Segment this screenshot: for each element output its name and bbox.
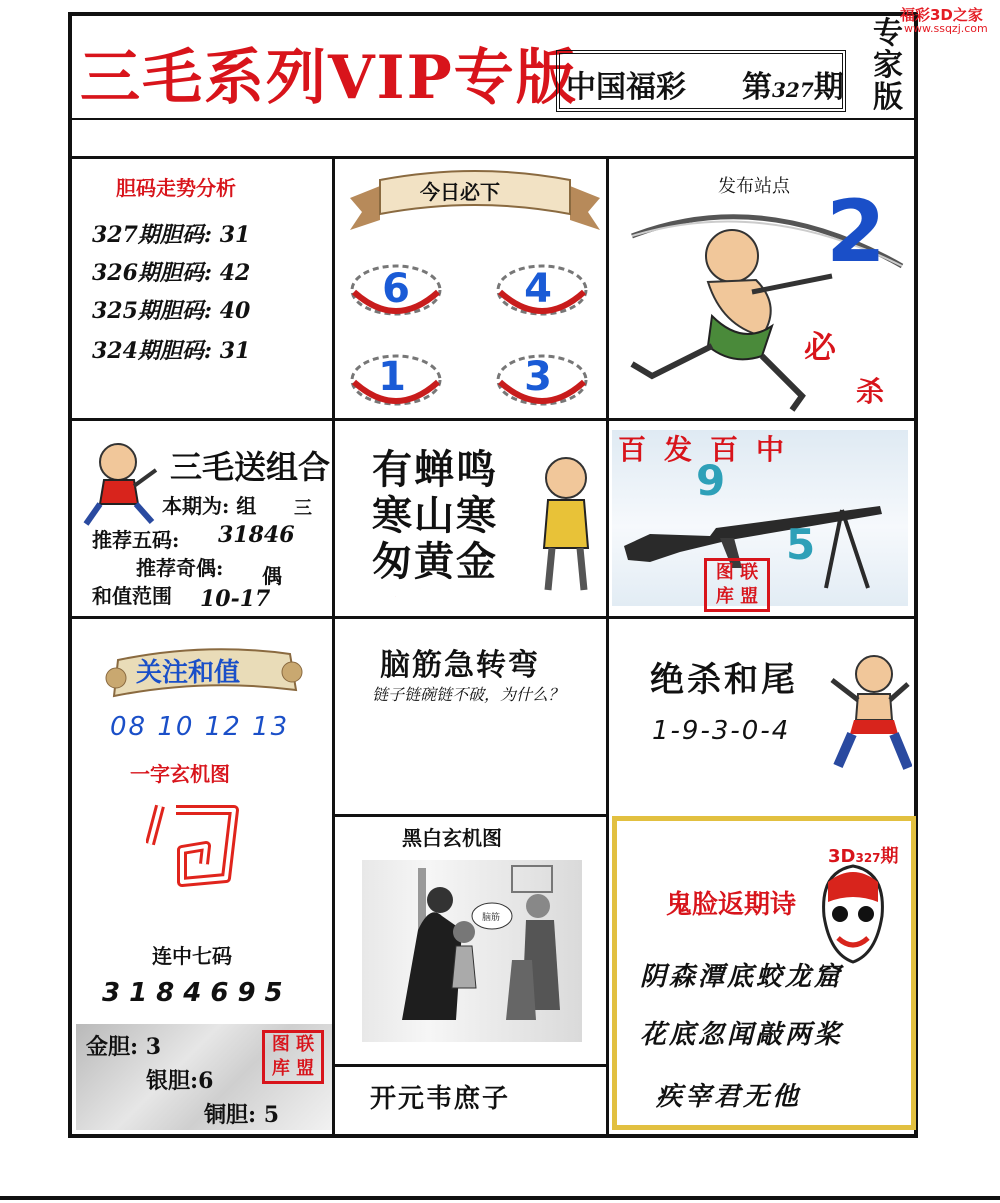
bw-title: 黑白玄机图 xyxy=(402,826,502,850)
combo-five-label: 推荐五码: xyxy=(92,528,180,552)
ghost-title: 鬼脸返期诗 xyxy=(666,890,797,920)
poem-line: 有蝉鸣 xyxy=(372,446,498,493)
sanmao-running-illustration xyxy=(78,440,162,530)
ghost-poem-line: 阴森潭底蛟龙窟 xyxy=(640,962,844,992)
seal-stamp: 图 联 库 盟 xyxy=(704,558,770,612)
edition-label: 专 家 版 xyxy=(873,16,903,115)
focus-title: 关注和值 xyxy=(136,658,241,688)
teaser-title: 脑筋急转弯 xyxy=(380,648,540,683)
trend-row: 324期胆码: 31 xyxy=(92,338,251,364)
site-name: 福彩3D之家 xyxy=(900,6,983,24)
seal-stamp: 图 联 库 盟 xyxy=(262,1030,324,1084)
today-number: 3 xyxy=(524,354,552,400)
row2-top-line xyxy=(70,418,918,421)
xuanji-title: 一字玄机图 xyxy=(130,762,230,786)
trend-row: 326期胆码: 42 xyxy=(92,260,251,286)
mid-divider-2 xyxy=(334,1064,608,1067)
today-title: 今日必下 xyxy=(420,180,500,204)
combo-parity-value: 偶 xyxy=(262,564,282,588)
gold-bile: 金胆: 3 xyxy=(86,1034,162,1060)
kaiyuan-text: 开元韦庶子 xyxy=(370,1084,511,1114)
row3-top-line xyxy=(70,616,918,619)
ghost-poem-line: 花底忽闻敲两桨 xyxy=(640,1020,844,1050)
sanmao-standing-illustration xyxy=(528,452,604,602)
teaser-question: 链子链碗链不破，为什么？ xyxy=(372,685,565,704)
page-title: 三毛系列VIP专版 xyxy=(80,43,578,113)
streak-title: 连中七码 xyxy=(152,944,232,968)
ghost-poem-line: 疾宰君无他 xyxy=(656,1082,802,1112)
ghost-issue-badge: 3D327期 xyxy=(828,846,899,867)
bw-illustration xyxy=(362,860,582,1042)
issue-number: 第327期 xyxy=(742,70,844,105)
site-url: www.ssqzj.com xyxy=(904,22,988,35)
col-divider-left xyxy=(332,156,335,1138)
kill-sha-text: 杀 xyxy=(856,375,885,408)
today-number: 1 xyxy=(378,354,406,400)
gun-number: 5 xyxy=(786,520,816,569)
sanmao-kungfu-illustration xyxy=(828,650,912,774)
col-divider-right xyxy=(606,156,609,1138)
bronze-bile: 铜胆: 5 xyxy=(204,1102,280,1128)
today-number: 6 xyxy=(382,266,410,312)
row1-top-line xyxy=(70,156,918,159)
trend-row: 325期胆码: 40 xyxy=(92,298,251,324)
kill-number: 2 xyxy=(826,182,886,282)
combo-five-value: 31846 xyxy=(218,522,295,548)
tail-kill-title: 绝杀和尾 xyxy=(650,660,798,700)
gun-number: 9 xyxy=(696,456,726,505)
bottom-rule xyxy=(0,1196,1000,1200)
mid-divider-1 xyxy=(334,814,608,817)
poem-tag: 迷惑神诗 xyxy=(350,580,446,608)
station-label: 发布站点 xyxy=(718,176,790,197)
combo-sum-value: 10-17 xyxy=(200,586,271,612)
opera-mask-illustration xyxy=(818,862,888,966)
trend-row: 327期胆码: 31 xyxy=(92,222,251,248)
streak-values: 3184695 xyxy=(102,978,292,1008)
combo-parity-label: 推荐奇偶: xyxy=(136,556,224,580)
today-number: 4 xyxy=(524,266,552,312)
combo-sum-label: 和值范围 xyxy=(92,584,172,608)
combo-current-label: 本期为: 组 xyxy=(162,494,257,518)
tail-kill-values: 1-9-3-0-4 xyxy=(652,716,791,746)
poem-line: 匆黄金 xyxy=(372,538,498,585)
combo-title: 三毛送组合 xyxy=(170,448,331,486)
poem-line: 寒山寒 xyxy=(372,492,498,539)
focus-values: 08 10 12 13 xyxy=(110,712,290,742)
combo-current-value: 三 xyxy=(294,498,312,519)
silver-bile: 银胆:6 xyxy=(146,1068,214,1094)
issue-org: 中国福彩 xyxy=(566,70,686,105)
kill-bi-text: 必 xyxy=(804,328,837,366)
trend-title: 胆码走势分析 xyxy=(116,176,236,200)
gun-title: 百发百中 xyxy=(618,433,803,466)
header-divider xyxy=(70,118,918,120)
bubble-text: 脑筋 xyxy=(482,913,501,923)
xuanji-glyph-drawing xyxy=(146,800,242,900)
